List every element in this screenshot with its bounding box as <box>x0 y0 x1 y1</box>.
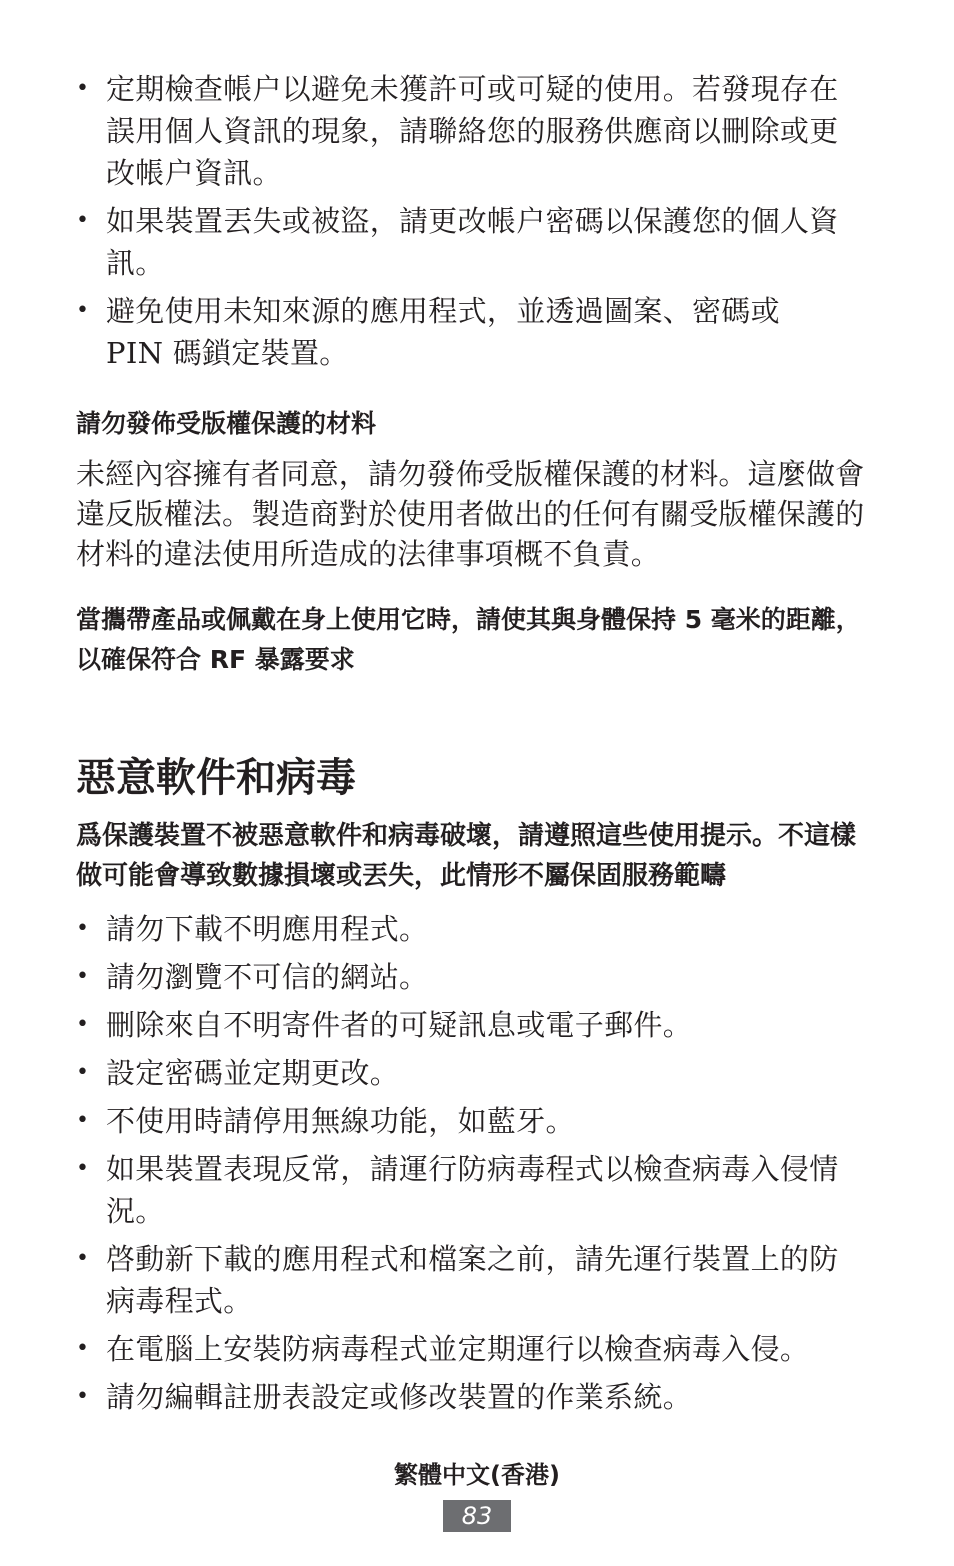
list-item-text: 啓動新下載的應用程式和檔案之前，請先運行裝置上的防病毒程式。 <box>106 1242 839 1318</box>
malware-tips-list <box>76 908 866 1418</box>
page-footer <box>0 1460 954 1532</box>
list-item <box>76 68 866 194</box>
list-item-text: 如果裝置丟失或被盜，請更改帳户密碼以保護您的個人資訊。 <box>106 204 839 280</box>
page-content <box>76 68 866 1424</box>
list-item <box>76 908 866 950</box>
list-item-text: 請勿編輯註册表設定或修改裝置的作業系統。 <box>106 1380 693 1414</box>
bullet-marker: • <box>76 76 90 101</box>
bullet-marker: • <box>76 208 90 233</box>
list-item <box>76 1376 866 1418</box>
copyright-paragraph: 未經內容擁有者同意，請勿發佈受版權保護的材料。這麼做會違反版權法。製造商對於使用者做出的任何有關受版權保護的材料的違法使用所造成的法律事項概不負責。 <box>76 457 865 571</box>
list-item-text: 請勿下載不明應用程式。 <box>106 912 429 946</box>
account-security-list <box>76 68 866 374</box>
bullet-marker: • <box>76 1108 90 1133</box>
page-number: 83 <box>443 1500 511 1532</box>
list-item <box>76 200 841 284</box>
malware-section-title: 惡意軟件和病毒 <box>76 755 356 801</box>
bullet-marker: • <box>76 1246 90 1271</box>
bullet-marker: • <box>76 1012 90 1037</box>
bullet-marker: • <box>76 1384 90 1409</box>
bullet-marker: • <box>76 1156 90 1181</box>
list-item-text: 在電腦上安裝防病毒程式並定期運行以檢查病毒入侵。 <box>106 1332 810 1366</box>
footer-language: 繁體中文(香港) <box>394 1461 560 1489</box>
list-item <box>76 1148 841 1232</box>
bullet-marker: • <box>76 1060 90 1085</box>
copyright-heading: 請勿發佈受版權保護的材料 <box>76 409 377 438</box>
list-item-text: 設定密碼並定期更改。 <box>106 1056 400 1090</box>
list-item-text: 不使用時請停用無線功能，如藍牙。 <box>106 1104 575 1138</box>
list-item-text: 避免使用未知來源的應用程式，並透過圖案、密碼或 PIN 碼鎖定裝置。 <box>106 294 780 370</box>
list-item-text: 定期檢查帳户以避免未獲許可或可疑的使用。若發現存在誤用個人資訊的現象，請聯絡您的服務供應商以刪除或更改帳户資訊。 <box>106 72 839 190</box>
malware-intro: 爲保護裝置不被惡意軟件和病毒破壞，請遵照這些使用提示。不這樣做可能會導致數據損壞或丟失，此情形不屬保固服務範疇 <box>76 821 857 891</box>
list-item-text: 請勿瀏覽不可信的網站。 <box>106 960 429 994</box>
bullet-marker: • <box>76 298 90 323</box>
bullet-marker: • <box>76 1336 90 1361</box>
list-item <box>76 1100 866 1142</box>
rf-exposure-heading: 當攜帶產品或佩戴在身上使用它時，請使其與身體保持 5 毫米的距離，以確保符合 RF 暴露要求 <box>76 605 861 674</box>
list-item <box>76 290 841 374</box>
bullet-marker: • <box>76 964 90 989</box>
bullet-marker: • <box>76 916 90 941</box>
list-item <box>76 1004 866 1046</box>
list-item <box>76 1328 866 1370</box>
list-item <box>76 956 866 998</box>
list-item <box>76 1238 866 1322</box>
list-item <box>76 1052 866 1094</box>
list-item-text: 刪除來自不明寄件者的可疑訊息或電子郵件。 <box>106 1008 693 1042</box>
list-item-text: 如果裝置表現反常，請運行防病毒程式以檢查病毒入侵情況。 <box>106 1152 839 1228</box>
